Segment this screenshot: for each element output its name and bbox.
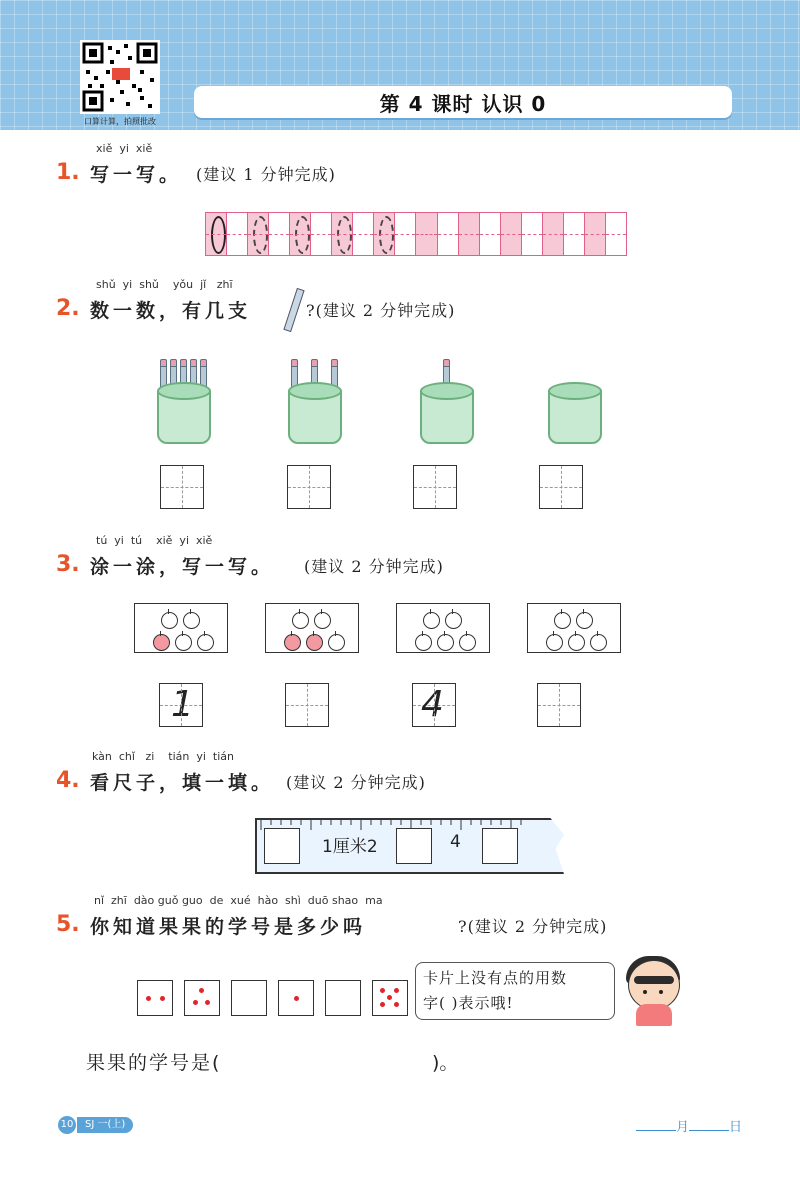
girl-face bbox=[628, 960, 680, 1010]
strip-cell[interactable] bbox=[395, 213, 416, 255]
strip-cell[interactable] bbox=[564, 213, 585, 255]
q2-number: 2. bbox=[56, 296, 80, 321]
strip-cell[interactable] bbox=[269, 213, 290, 255]
apple[interactable] bbox=[175, 634, 192, 651]
apple[interactable] bbox=[153, 634, 170, 651]
strip-cell[interactable] bbox=[227, 213, 248, 255]
apple-card bbox=[134, 603, 228, 653]
red-dot bbox=[199, 988, 204, 993]
day-label: 日 bbox=[729, 1120, 743, 1135]
dot-card bbox=[231, 980, 267, 1016]
strip-cell[interactable] bbox=[438, 213, 459, 255]
apple[interactable] bbox=[546, 634, 563, 651]
q5-hint: ?(建议 2 分钟完成) bbox=[458, 917, 608, 936]
red-dot bbox=[193, 1000, 198, 1005]
apple[interactable] bbox=[314, 612, 331, 629]
answer-box[interactable] bbox=[412, 683, 456, 727]
zero-sample bbox=[211, 216, 226, 254]
strip-cell[interactable] bbox=[522, 213, 543, 255]
strip-cell[interactable] bbox=[290, 213, 311, 255]
dot-card bbox=[184, 980, 220, 1016]
zero-trace bbox=[253, 216, 268, 254]
zero-trace bbox=[337, 216, 352, 254]
girl-eye bbox=[643, 990, 647, 994]
apple[interactable] bbox=[284, 634, 301, 651]
q3-hint: (建议 2 分钟完成) bbox=[304, 557, 444, 576]
answer-close: )。 bbox=[432, 1052, 459, 1074]
book-label: SJ 一(上) bbox=[77, 1117, 133, 1133]
apple[interactable] bbox=[415, 634, 432, 651]
q2-pinyin: shǔ yi shǔ yǒu jǐ zhī bbox=[96, 278, 233, 291]
dot-card bbox=[278, 980, 314, 1016]
pencil-cup-rim bbox=[548, 382, 602, 400]
q5-text: 你知道果果的学号是多少吗 bbox=[90, 916, 367, 938]
q3-text: 涂一涂，写一写。 bbox=[90, 556, 275, 578]
red-dot bbox=[160, 996, 165, 1001]
ruler-answer-box[interactable] bbox=[482, 828, 518, 864]
pencil-cup-rim bbox=[288, 382, 342, 400]
answer-box[interactable] bbox=[539, 465, 583, 509]
dot-card bbox=[372, 980, 408, 1016]
red-dot bbox=[205, 1000, 210, 1005]
q1-number: 1. bbox=[56, 160, 80, 185]
date-field[interactable] bbox=[636, 1116, 742, 1135]
strip-cell[interactable] bbox=[374, 213, 395, 255]
writing-strip[interactable] bbox=[205, 212, 627, 256]
strip-cell[interactable] bbox=[501, 213, 522, 255]
red-dot bbox=[294, 996, 299, 1001]
girl-bangs bbox=[634, 976, 674, 984]
zero-trace bbox=[379, 216, 394, 254]
strip-cell[interactable] bbox=[459, 213, 480, 255]
q5-number: 5. bbox=[56, 912, 80, 937]
red-dot bbox=[387, 995, 392, 1000]
strip-cell[interactable] bbox=[543, 213, 564, 255]
month-label: 月 bbox=[676, 1120, 690, 1135]
apple[interactable] bbox=[292, 612, 309, 629]
strip-cell[interactable] bbox=[585, 213, 606, 255]
strip-cell[interactable] bbox=[311, 213, 332, 255]
red-dot bbox=[380, 988, 385, 993]
apple[interactable] bbox=[445, 612, 462, 629]
apple[interactable] bbox=[183, 612, 200, 629]
q1-hint: (建议 1 分钟完成) bbox=[196, 165, 336, 184]
strip-cell[interactable] bbox=[206, 213, 227, 255]
apple[interactable] bbox=[161, 612, 178, 629]
ruler-number-4: 4 bbox=[450, 832, 461, 852]
zero-trace bbox=[295, 216, 310, 254]
girl-eye bbox=[659, 990, 663, 994]
q4-text: 看尺子，填一填。 bbox=[90, 772, 275, 794]
apple[interactable] bbox=[197, 634, 214, 651]
page-title: 第 4 课时 认识 0 bbox=[379, 92, 547, 116]
q4-pinyin: kàn chǐ zi tián yi tián bbox=[92, 750, 234, 763]
apple[interactable] bbox=[306, 634, 323, 651]
q1-text: 写一写。 bbox=[90, 164, 183, 186]
apple[interactable] bbox=[568, 634, 585, 651]
pencil-cup-rim bbox=[157, 382, 211, 400]
ruler-answer-box[interactable] bbox=[396, 828, 432, 864]
strip-cell[interactable] bbox=[248, 213, 269, 255]
bubble-line-1: 卡片上没有点的用数 bbox=[423, 969, 568, 987]
apple[interactable] bbox=[576, 612, 593, 629]
apple[interactable] bbox=[590, 634, 607, 651]
pencil-cup-rim bbox=[420, 382, 474, 400]
answer-box[interactable] bbox=[159, 683, 203, 727]
written-digit: 4 bbox=[421, 684, 444, 725]
q3-pinyin: tú yi tú xiě yi xiě bbox=[96, 534, 213, 547]
apple-card bbox=[265, 603, 359, 653]
q4-hint: (建议 2 分钟完成) bbox=[286, 773, 426, 792]
girl-body bbox=[636, 1004, 672, 1026]
written-digit: 1 bbox=[171, 684, 194, 725]
red-dot bbox=[146, 996, 151, 1001]
apple-card bbox=[396, 603, 490, 653]
strip-cell[interactable] bbox=[332, 213, 353, 255]
apple[interactable] bbox=[459, 634, 476, 651]
q1-pinyin: xiě yi xiě bbox=[96, 142, 153, 155]
ruler-torn-end bbox=[530, 818, 564, 874]
strip-cell[interactable] bbox=[353, 213, 374, 255]
red-dot bbox=[394, 1002, 399, 1007]
answer-box[interactable] bbox=[537, 683, 581, 727]
apple[interactable] bbox=[437, 634, 454, 651]
answer-blank[interactable] bbox=[240, 1044, 430, 1072]
strip-cell[interactable] bbox=[416, 213, 437, 255]
answer-prompt: 果果的学号是( bbox=[86, 1052, 222, 1074]
strip-cell[interactable] bbox=[480, 213, 501, 255]
apple[interactable] bbox=[554, 612, 571, 629]
apple-card bbox=[527, 603, 621, 653]
red-dot bbox=[394, 988, 399, 993]
apple[interactable] bbox=[423, 612, 440, 629]
ruler-label: 1厘米2 bbox=[322, 837, 378, 857]
red-dot bbox=[380, 1002, 385, 1007]
q2-hint: ?(建议 2 分钟完成) bbox=[306, 301, 456, 320]
bubble-line-2: 字( )表示哦! bbox=[423, 994, 514, 1012]
answer-box[interactable] bbox=[285, 683, 329, 727]
qr-code[interactable] bbox=[80, 40, 160, 114]
ruler-answer-box[interactable] bbox=[264, 828, 300, 864]
dot-card bbox=[325, 980, 361, 1016]
q5-pinyin: nǐ zhī dào guǒ guo de xué hào shì duō shao ma bbox=[94, 894, 383, 907]
pencil-icon bbox=[283, 288, 304, 332]
apple[interactable] bbox=[328, 634, 345, 651]
qr-caption: 口算计算，拍照批改 bbox=[84, 117, 156, 126]
answer-box[interactable] bbox=[287, 465, 331, 509]
page-number: 10 bbox=[58, 1116, 76, 1134]
q2-text: 数一数，有几支 bbox=[90, 300, 252, 322]
strip-cell[interactable] bbox=[606, 213, 626, 255]
q4-number: 4. bbox=[56, 768, 80, 793]
q3-number: 3. bbox=[56, 552, 80, 577]
answer-box[interactable] bbox=[413, 465, 457, 509]
answer-box[interactable] bbox=[160, 465, 204, 509]
dot-card bbox=[137, 980, 173, 1016]
